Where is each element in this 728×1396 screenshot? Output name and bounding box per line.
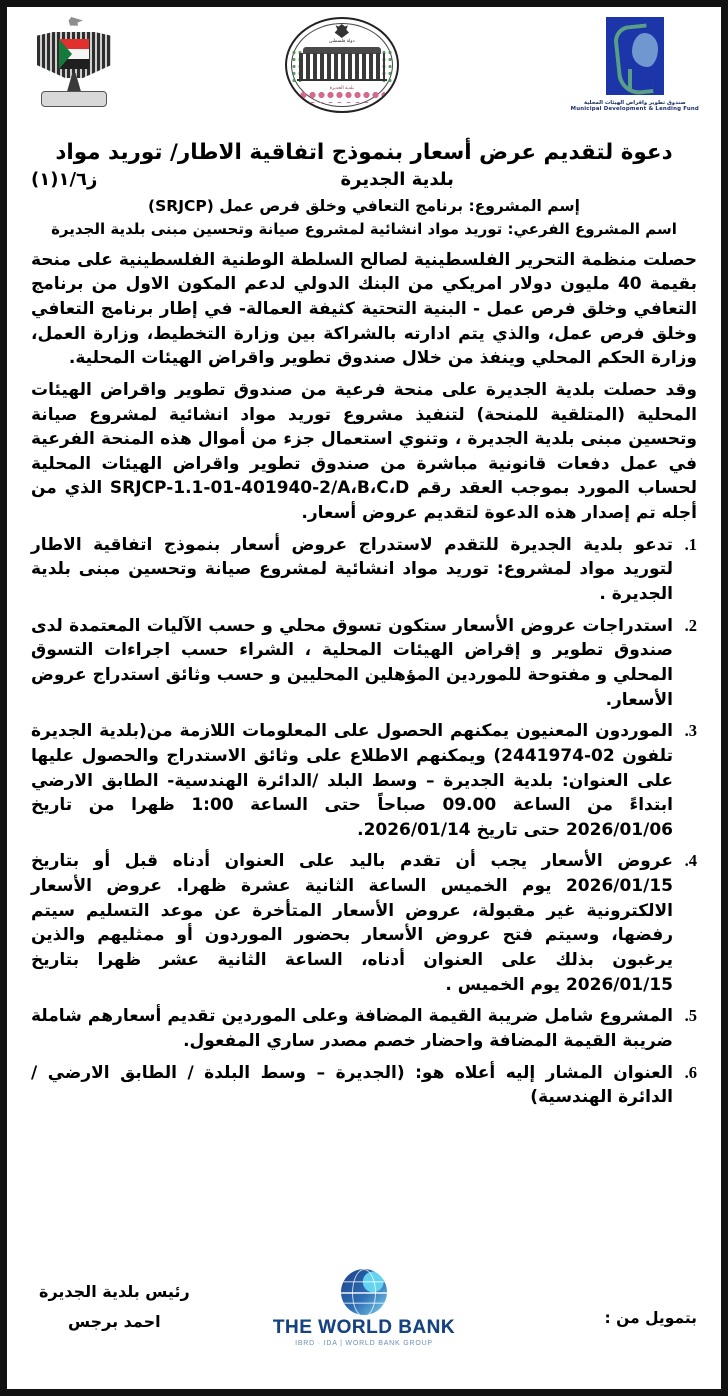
world-bank-group-subtitle: IBRD · IDA | WORLD BANK GROUP: [295, 1340, 433, 1347]
palestine-flag-shield-icon: [59, 39, 89, 69]
municipality-seal: [285, 17, 399, 113]
header-logo-row: [17, 13, 711, 135]
clause-item-6: العنوان المشار إليه أعلاه هو: (الجديرة – وسط البلدة / الطابق الارضي / الدائرة الهندسية): [31, 1062, 673, 1108]
clause-item-5: المشروع شامل ضريبة القيمة المضافة وعلى الموردين تقديم أسعارهم شاملة ضريبة القيمة المضافة واحضار خصم مصدر ساري المفعول.: [31, 1006, 673, 1051]
signature-title: رئيس بلدية الجديرة: [39, 1282, 190, 1301]
clause-item-4: عروض الأسعار يجب أن تقدم باليد على العنوان أدناه قبل أو بتاريخ 2026/01/15 يوم الخميس الساعة الثانية عشرة ظهرا. عروض الأسعار الالكترونية غير مقبولة، عروض الأسعار المتأخرة عن موعد التسليم سيتم رفضها، وسيتم فتح عروض الأسعار بحضور الموردون أو ممثليهم والذين يرغبون بذلك على العنوان أدناه، الساعة الثانية عشر ظهرا بتاريخ 2026/01/15 يوم الخميس .: [31, 851, 673, 995]
signature-name: احمد برجس: [68, 1312, 161, 1332]
palestine-state-emblem: [35, 17, 113, 109]
municipality-seal-icon: [285, 17, 399, 113]
clause-item-1: تدعو بلدية الجديرة للتقدم لاستدراج عروض أسعار بنموذج اتفاقية الاطار لتوريد مواد لمشروع: توريد مواد انشائية لمشروع صيانة وتحسين مبنى بلدية الجديرة .: [31, 534, 673, 605]
paragraph-subgrant-contract: وقد حصلت بلدية الجديرة على منحة فرعية من صندوق تطوير واقراض الهيئات المحلية (المتلقية للمنحة) لتنفيذ مشروع توريد مواد انشائية لمشروع صيانة وتحسين مبنى بلدية الجديرة ، وتنوي استعمال جزء من أموال هذه المنحة الفرعية في عمل دفعات قانونية مباشرة من صندوق تطوير واقراض الهيئات المحلية لحساب المورد بموجب العقد رقم SRJCP-1.1-01-401940-2/A،B،C،D الذي من أجله تم إصدار هذه الدعوة لتقديم عروض أسعار.: [31, 379, 697, 524]
paragraph-grant-overview: حصلت منظمة التحرير الفلسطينية لصالح السلطة الوطنية الفلسطينية على منحة بقيمة 40 مليون دولار امريكي من البنك الدولي لدعم المكون الاول من برنامج التعافي وخلق فرص عمل - البنية التحتية كثيفة العمالة- في إطار برنامج التعافي وخلق فرص عمل، والذي يتم ادارته بالشراكة بين وزارة التخطيط، وزارة العمل، وزارة الحكم المحلي وينفذ من خلال صندوق تطوير واقراض الهيئات المحلية.: [31, 249, 697, 369]
mdlf-caption-arabic: صندوق تطوير واقراض الهيئات المحلية: [583, 100, 686, 106]
mdlf-logo-icon: [606, 17, 664, 95]
world-bank-name: THE WORLD BANK: [269, 1317, 459, 1339]
sub-project-name-line: اسم المشروع الفرعي: توريد مواد انشائية لمشروع صيانة وتحسين مبنى بلدية الجديرة: [51, 220, 677, 239]
reference-number: ز١/٦(١): [31, 168, 98, 190]
document-footer: [17, 1269, 711, 1381]
seal-text-bottom: بلدية الجديرة: [329, 86, 354, 91]
globe-icon: [341, 1269, 387, 1315]
eagle-of-saladin-icon: [35, 17, 113, 109]
funded-by-label: بتمويل من :: [604, 1309, 697, 1327]
page-title: دعوة لتقديم عرض أسعار بنموذج اتفاقية الاطار/ توريد مواد: [55, 140, 673, 165]
numbered-clause-list: [31, 533, 697, 1110]
clause-item-2: استدراجات عروض الأسعار ستكون تسوق محلي و حسب الآليات المعتمدة لدى صندوق تطوير و إقراض الهيئات المحلية ، الشراء حسب اجراءات التسوق المحلي و مفتوحة للموردين المؤهلين المحليين و حسب وثائق استدراج عروض الأسعار.: [31, 615, 673, 710]
document-body: [31, 248, 697, 1110]
clause-item-3: الموردون المعنيون يمكنهم الحصول على المعلومات اللازمة من(بلدية الجديرة تلفون 02-2441974) ويمكنهم الاطلاع على وثائق الاستدراج والحصول عليها على العنوان: بلدية الجديرة – وسط البلد /الدائرة الهندسية- الطابق الارضي ابتداءً من الساعة 09.00 صباحاً حتى الساعة 1:00 ظهرا من تاريخ 2026/01/06 حتى تاريخ 2026/01/14.: [31, 721, 674, 840]
seal-text-top: دولة فلسطين: [329, 39, 355, 44]
subtitle-row: [31, 169, 697, 190]
page-subtitle: بلدية الجديرة: [340, 168, 454, 190]
municipality-building-icon: [299, 53, 385, 79]
mdlf-logo-caption: [571, 100, 699, 112]
world-bank-logo: [269, 1269, 459, 1347]
mdlf-logo: [571, 17, 699, 112]
project-name-line: إسم المشروع: برنامج التعافي وخلق فرص عمل (SRJCP): [148, 196, 580, 215]
mdlf-caption-english: Municipal Development & Lending Fund: [570, 106, 699, 113]
signature-block: [39, 1277, 190, 1338]
